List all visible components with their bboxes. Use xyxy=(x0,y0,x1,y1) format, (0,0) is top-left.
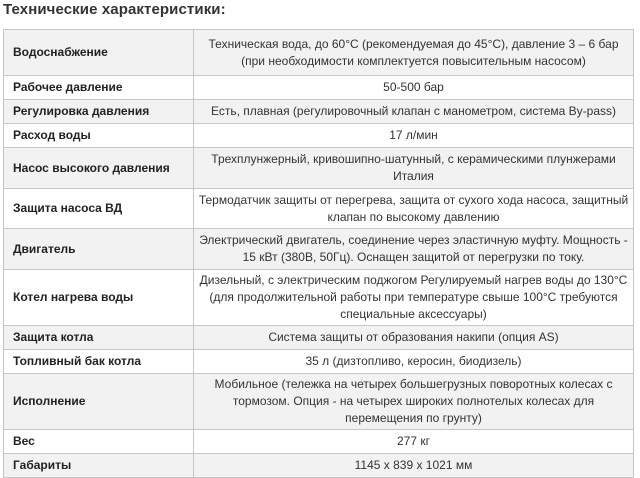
section-heading: Технические характеристики: xyxy=(3,1,226,18)
spec-label: Защита насоса ВД xyxy=(4,189,194,229)
spec-row-design xyxy=(4,374,634,430)
spec-value: Дизельный, с электрическим поджогом Регулируемый нагрев воды до 130°С (для продолжительной работы при температуре свыше 100°С требуются специальные аксессуары) xyxy=(194,270,634,326)
spec-label: Двигатель xyxy=(4,229,194,270)
spec-value: Термодатчик защиты от перегрева, защита от сухого хода насоса, защитный клапан по высокому давлению xyxy=(194,189,634,229)
spec-row-fuel-tank xyxy=(4,350,634,374)
spec-label: Насос высокого давления xyxy=(4,148,194,189)
spec-label: Водоснабжение xyxy=(4,30,194,76)
spec-label: Топливный бак котла xyxy=(4,350,194,374)
spec-value: Трехплунжерный, кривошипно-шатунный, с керамическими плунжерами Италия xyxy=(194,148,634,189)
spec-label: Расход воды xyxy=(4,124,194,148)
spec-row-water-flow xyxy=(4,124,634,148)
spec-row-high-pressure-pump xyxy=(4,148,634,189)
spec-label: Защита котла xyxy=(4,326,194,350)
spec-value: 35 л (дизтопливо, керосин, биодизель) xyxy=(194,350,634,374)
spec-value: Электрический двигатель, соединение через эластичную муфту. Мощность - 15 кВт (380В, 50Гц). Оснащен защитой от перегрузки по току. xyxy=(194,229,634,270)
spec-row-working-pressure xyxy=(4,76,634,100)
spec-label: Регулировка давления xyxy=(4,100,194,124)
spec-value: 1145 х 839 х 1021 мм xyxy=(194,454,634,478)
specs-table xyxy=(3,29,634,478)
spec-label: Котел нагрева воды xyxy=(4,270,194,326)
spec-label: Вес xyxy=(4,430,194,454)
spec-row-weight xyxy=(4,430,634,454)
spec-label: Рабочее давление xyxy=(4,76,194,100)
spec-row-boiler-protection xyxy=(4,326,634,350)
spec-row-water-supply xyxy=(4,30,634,76)
spec-value: Мобильное (тележка на четырех большегрузных поворотных колесах с тормозом. Опция - на четырех широких полнотелых колесах для перемещения по грунту) xyxy=(194,374,634,430)
spec-row-motor xyxy=(4,229,634,270)
spec-value: 50-500 бар xyxy=(194,76,634,100)
spec-row-dimensions xyxy=(4,454,634,478)
spec-value: 277 кг xyxy=(194,430,634,454)
spec-label: Исполнение xyxy=(4,374,194,430)
spec-value: Есть, плавная (регулировочный клапан с манометром, система By-pass) xyxy=(194,100,634,124)
spec-row-pressure-regulation xyxy=(4,100,634,124)
spec-row-pump-protection xyxy=(4,189,634,229)
spec-value: Техническая вода, до 60°С (рекомендуемая до 45°С), давление 3 – 6 бар (при необходимости комплектуется повысительным насосом) xyxy=(194,30,634,76)
spec-row-water-heater xyxy=(4,270,634,326)
spec-value: 17 л/мин xyxy=(194,124,634,148)
spec-label: Габариты xyxy=(4,454,194,478)
spec-value: Система защиты от образования накипи (опция AS) xyxy=(194,326,634,350)
